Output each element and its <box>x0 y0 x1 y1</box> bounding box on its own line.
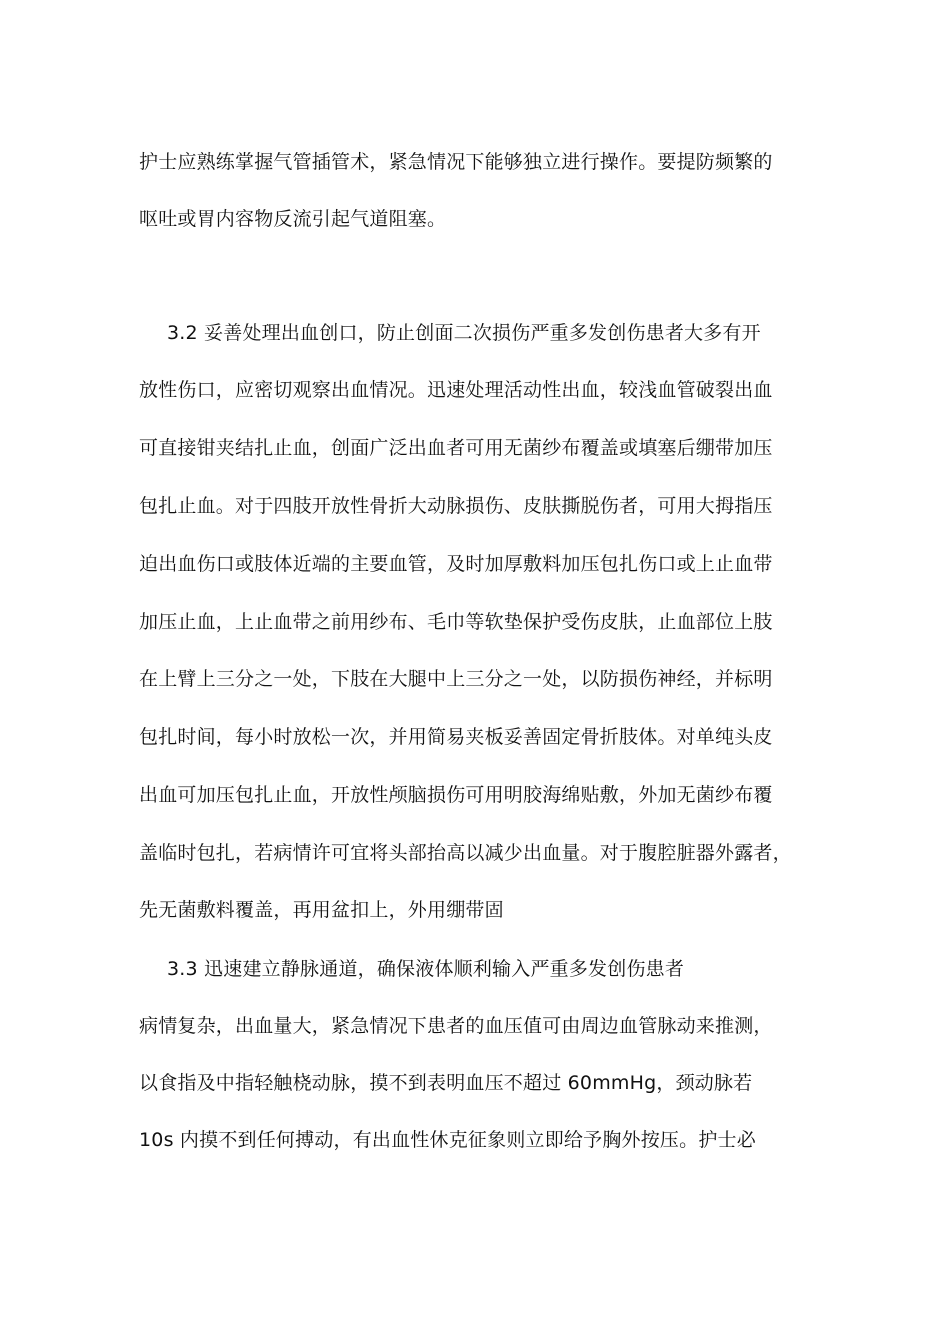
section-3-3-line-2: 病情复杂，出血量大，紧急情况下患者的血压值可由周边血管脉动来推测， <box>139 1015 773 1037</box>
section-3-2-line-10: 盖临时包扎，若病情许可宜将头部抬高以减少出血量。对于腹腔脏器外露者， <box>139 842 792 864</box>
paragraph-1-line-1: 护士应熟练掌握气管插管术，紧急情况下能够独立进行操作。要提防频繁的 <box>139 151 773 173</box>
section-3-2-line-2: 放性伤口，应密切观察出血情况。迅速处理活动性出血，较浅血管破裂出血 <box>139 379 773 401</box>
section-3-2-line-3: 可直接钳夹结扎止血，创面广泛出血者可用无菌纱布覆盖或填塞后绷带加压 <box>139 437 773 459</box>
section-3-2-line-11: 先无菌敷料覆盖，再用盆扣上，外用绷带固 <box>139 899 504 921</box>
section-3-2-line-7: 在上臂上三分之一处，下肢在大腿中上三分之一处，以防损伤神经，并标明 <box>139 668 773 690</box>
section-3-2-line-1: 3.2 妥善处理出血创口，防止创面二次损伤严重多发创伤患者大多有开 <box>167 322 761 344</box>
section-3-2-line-8: 包扎时间，每小时放松一次，并用简易夹板妥善固定骨折肢体。对单纯头皮 <box>139 726 773 748</box>
section-3-3-line-4: 10s 内摸不到任何搏动，有出血性休克征象则立即给予胸外按压。护士必 <box>139 1129 756 1151</box>
section-3-2-line-4: 包扎止血。对于四肢开放性骨折大动脉损伤、皮肤撕脱伤者，可用大拇指压 <box>139 495 773 517</box>
section-3-2-line-9: 出血可加压包扎止血，开放性颅脑损伤可用明胶海绵贴敷，外加无菌纱布覆 <box>139 784 773 806</box>
section-3-2-line-5: 迫出血伤口或肢体近端的主要血管，及时加厚敷料加压包扎伤口或上止血带 <box>139 553 773 575</box>
paragraph-1-line-2: 呕吐或胃内容物反流引起气道阻塞。 <box>139 208 447 230</box>
section-3-2-line-6: 加压止血，上止血带之前用纱布、毛巾等软垫保护受伤皮肤，止血部位上肢 <box>139 611 773 633</box>
section-3-3-line-3: 以食指及中指轻触桡动脉，摸不到表明血压不超过 60mmHg，颈动脉若 <box>139 1072 753 1094</box>
section-3-3-line-1: 3.3 迅速建立静脉通道，确保液体顺利输入严重多发创伤患者 <box>167 958 685 980</box>
